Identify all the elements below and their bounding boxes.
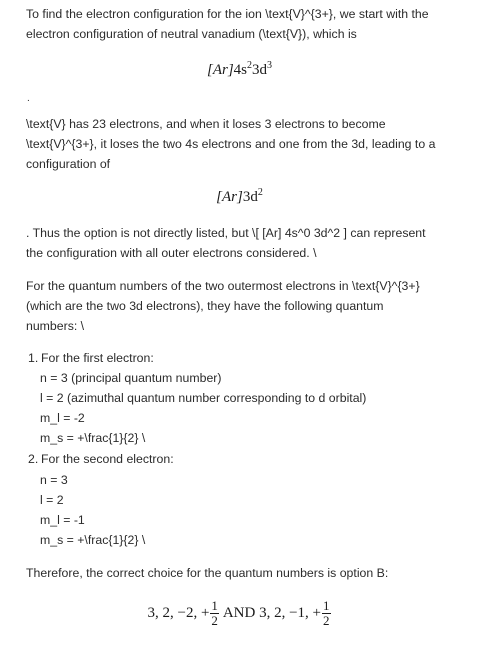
equation-neutral-vanadium [0, 59, 479, 81]
fraction-half-2 [322, 599, 331, 628]
list-title-2: For the second electron: [41, 452, 174, 466]
eq1-bracket: [Ar] [206, 62, 234, 78]
final-joiner: AND [222, 605, 256, 621]
list-item: m_l = -2 [40, 411, 85, 425]
list-item: m_s = +\frac{1}{2} \ [40, 431, 146, 445]
eq1-exponent-2: 3 [267, 60, 273, 71]
para2-line-1: \text{V} has 23 electrons, and when it loses 3 electrons to become [26, 117, 386, 131]
para2-line-2: \text{V}^{3+}, it loses the two 4s electrons and one from the 3d, leading to a [26, 137, 436, 151]
final-answer-equation [0, 598, 479, 628]
fraction-numerator: 1 [211, 598, 218, 614]
equation-ion-configuration [0, 186, 479, 208]
para4-line-3: numbers: \ [26, 319, 85, 333]
fraction-half-1 [210, 599, 219, 628]
eq2-bracket: [Ar] [216, 189, 243, 205]
fraction-denominator: 2 [211, 613, 218, 629]
eq1-orbital-2: 3d [252, 62, 268, 78]
list-item: m_s = +\frac{1}{2} \ [40, 533, 146, 547]
para3-line-2: the configuration with all outer electrons considered. \ [26, 246, 317, 260]
eq1-exponent-1: 2 [247, 60, 253, 71]
stray-period: . [27, 93, 30, 104]
eq2-exponent: 2 [257, 187, 263, 198]
para2-line-3: configuration of [26, 157, 111, 171]
list-marker-1: 1. [28, 351, 39, 365]
list-item: l = 2 [40, 493, 64, 507]
list-title-1: For the first electron: [41, 351, 154, 365]
eq1-orbital-1: 4s [233, 62, 248, 78]
conclusion-text: Therefore, the correct choice for the quantum numbers is option B: [26, 566, 389, 580]
list-item: n = 3 [40, 473, 68, 487]
intro-line-1: To find the electron configuration for the ion \text{V}^{3+}, we start with the [26, 7, 429, 21]
fraction-numerator: 1 [323, 598, 330, 614]
list-marker-2: 2. [28, 452, 39, 466]
para3-line-1: . Thus the option is not directly listed, but \[ [Ar] 4s^0 3d^2 ] can represent [26, 226, 426, 240]
para4-line-1: For the quantum numbers of the two outermost electrons in \text{V}^{3+} [26, 279, 420, 293]
final-set-1: 3, 2, −2, + [147, 605, 210, 621]
final-set-2: 3, 2, −1, + [259, 605, 322, 621]
list-item: m_l = -1 [40, 513, 85, 527]
intro-line-2: electron configuration of neutral vanadium (\text{V}), which is [26, 27, 357, 41]
fraction-denominator: 2 [323, 613, 330, 629]
list-item: n = 3 (principal quantum number) [40, 371, 222, 385]
eq2-orbital: 3d [242, 189, 258, 205]
list-item: l = 2 (azimuthal quantum number corresponding to d orbital) [40, 391, 367, 405]
para4-line-2: (which are the two 3d electrons), they have the following quantum [26, 299, 384, 313]
